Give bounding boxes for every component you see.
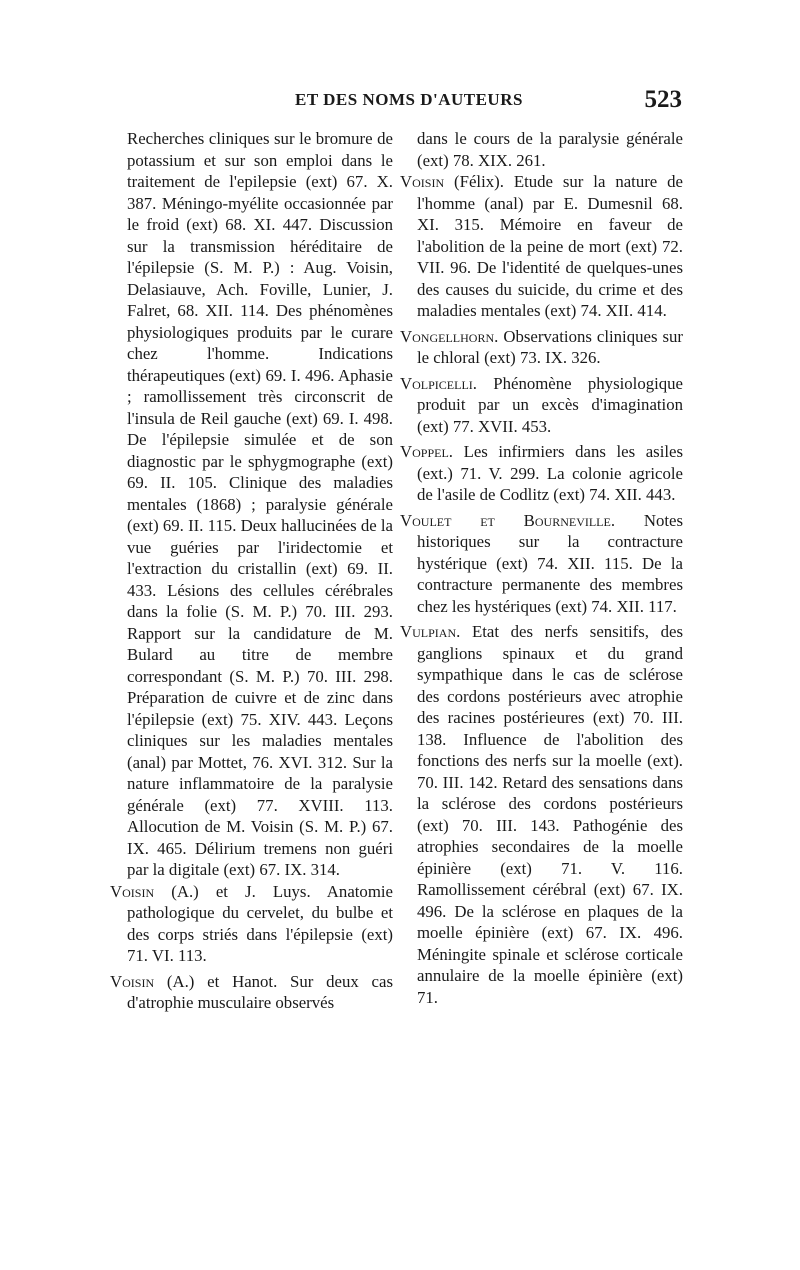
index-entry (400, 326, 683, 369)
running-title: ET DES NOMS D'AUTEURS (295, 90, 523, 109)
page-number: 523 (644, 86, 682, 113)
entry-text: Etat des nerfs sensitifs, des ganglions spinaux et du grand sympathique dans le cas de sclérose des cordons postérieurs avec atrophie des racines postérieures (ext) 70. III. 138. Influence de l'abolition des fonctions des nerfs sur la moelle (ext). 70. III. 142. Retard des sensations dans la sclérose des cordons postérieurs (ext) 70. III. 143. Pathogénie des atrophies secondaires de la moelle épinière (ext) 71. V. 116. Ramollissement cérébral (ext) 67. IX. 496. De la sclérose en plaques de la moelle épinière (ext) 67. IX. 496. Méningite spinale et sclérose corticale annulaire de la moelle épinière (ext) 71. (417, 622, 683, 1007)
author-name: Voppel. (400, 442, 453, 461)
author-name: Voisin (400, 172, 445, 191)
right-column (400, 128, 683, 1012)
page-header (110, 86, 682, 126)
entry-text: (A.) et J. Luys. Anatomie pathologique du cervelet, du bulbe et des corps striés dans l'épilepsie (ext) 71. VI. 113. (127, 881, 393, 965)
author-name: Vongellhorn. (400, 326, 499, 346)
entry-text: Phénomène physiologique produit par un excès d'imagination (ext) 77. XVII. 453. (417, 373, 683, 436)
index-entry (400, 373, 683, 438)
index-entry (400, 510, 683, 618)
entry-text: Les infirmiers dans les asiles (ext.) 71. V. 299. La colonie agricole de l'asile de Codlitz (ext) 74. XII. 443. (417, 442, 684, 504)
author-name: Voisin (110, 881, 155, 901)
entry-text: (Félix). Etude sur la nature de l'homme (anal) par E. Dumesnil 68. XI. 315. Mémoire en faveur de l'abolition de la peine de mort (ext) 72. VII. 96. De l'identité de quelques-unes des causes du suicide, du crime et des maladies mentales (ext) 74. XII. 414. (417, 172, 683, 320)
index-entry (110, 971, 393, 1014)
author-name: Voulet et Bourneville. (400, 510, 616, 530)
index-entry (110, 881, 393, 967)
entry-text: (A.) et Hanot. Sur deux cas d'atrophie musculaire observés (127, 971, 393, 1012)
author-name: Voisin (110, 971, 155, 991)
author-name: Volpicelli. (400, 373, 477, 393)
entry-text: Observations cliniques sur le chloral (ext) 73. IX. 326. (417, 326, 683, 367)
continued-entry: dans le cours de la paralysie générale (ext) 78. XIX. 261. (417, 129, 683, 170)
continued-entry: Recherches cliniques sur le bromure de potassium et sur son emploi dans le traitement de l'epilepsie (ext) 67. X. 387. Méningo-myélite occasionnée par le froid (ext) 68. XI. 447. Discussion sur la transmission héréditaire de l'épilepsie (S. M. P.) : Aug. Voisin, Delasiauve, Ach. Foville, Lunier, J. Falret, 68. XII. 114. Des phénomènes physiologiques produits par le curare chez l'homme. Indications thérapeutiques (ext) 69. I. 496. Aphasie ; ramollissement très circonscrit de l'insula de Reil gauche (ext) 69. I. 498. De l'épilepsie simulée et de son diagnostic par le sphygmographe (ext) 69. II. 105. Clinique des maladies mentales (1868) ; paralysie générale (ext) 69. II. 115. Deux hallucinées de la vue guéries par l'iridectomie et l'extraction du cristallin (ext) 69. II. 433. Lésions des cellules cérébrales dans la folie (S. M. P.) 70. III. 293. Rapport sur la candidature de M. Bulard au titre de membre correspondant (S. M. P.) 70. III. 298. Préparation de cuivre et de zinc dans l'épilepsie (ext) 75. XIV. 443. Leçons cliniques sur les maladies mentales (anal) par Mottet, 76. XVI. 312. Sur la nature inflammatoire de la paralysie générale (ext) 77. XVIII. 113. Allocution de M. Voisin (S. M. P.) 67. IX. 465. Délirium tremens non guéri par la digitale (ext) 67. IX. 314. (127, 129, 393, 879)
entry-text: Notes historiques sur la contracture hystérique (ext) 74. XII. 115. De la contracture permanente des membres chez les hystériques (ext) 74. XII. 117. (417, 510, 683, 616)
index-entry (400, 171, 683, 322)
left-column (110, 128, 393, 1018)
index-entry (400, 621, 683, 1008)
index-entry (400, 441, 683, 506)
author-name: Vulpian. (400, 622, 461, 641)
